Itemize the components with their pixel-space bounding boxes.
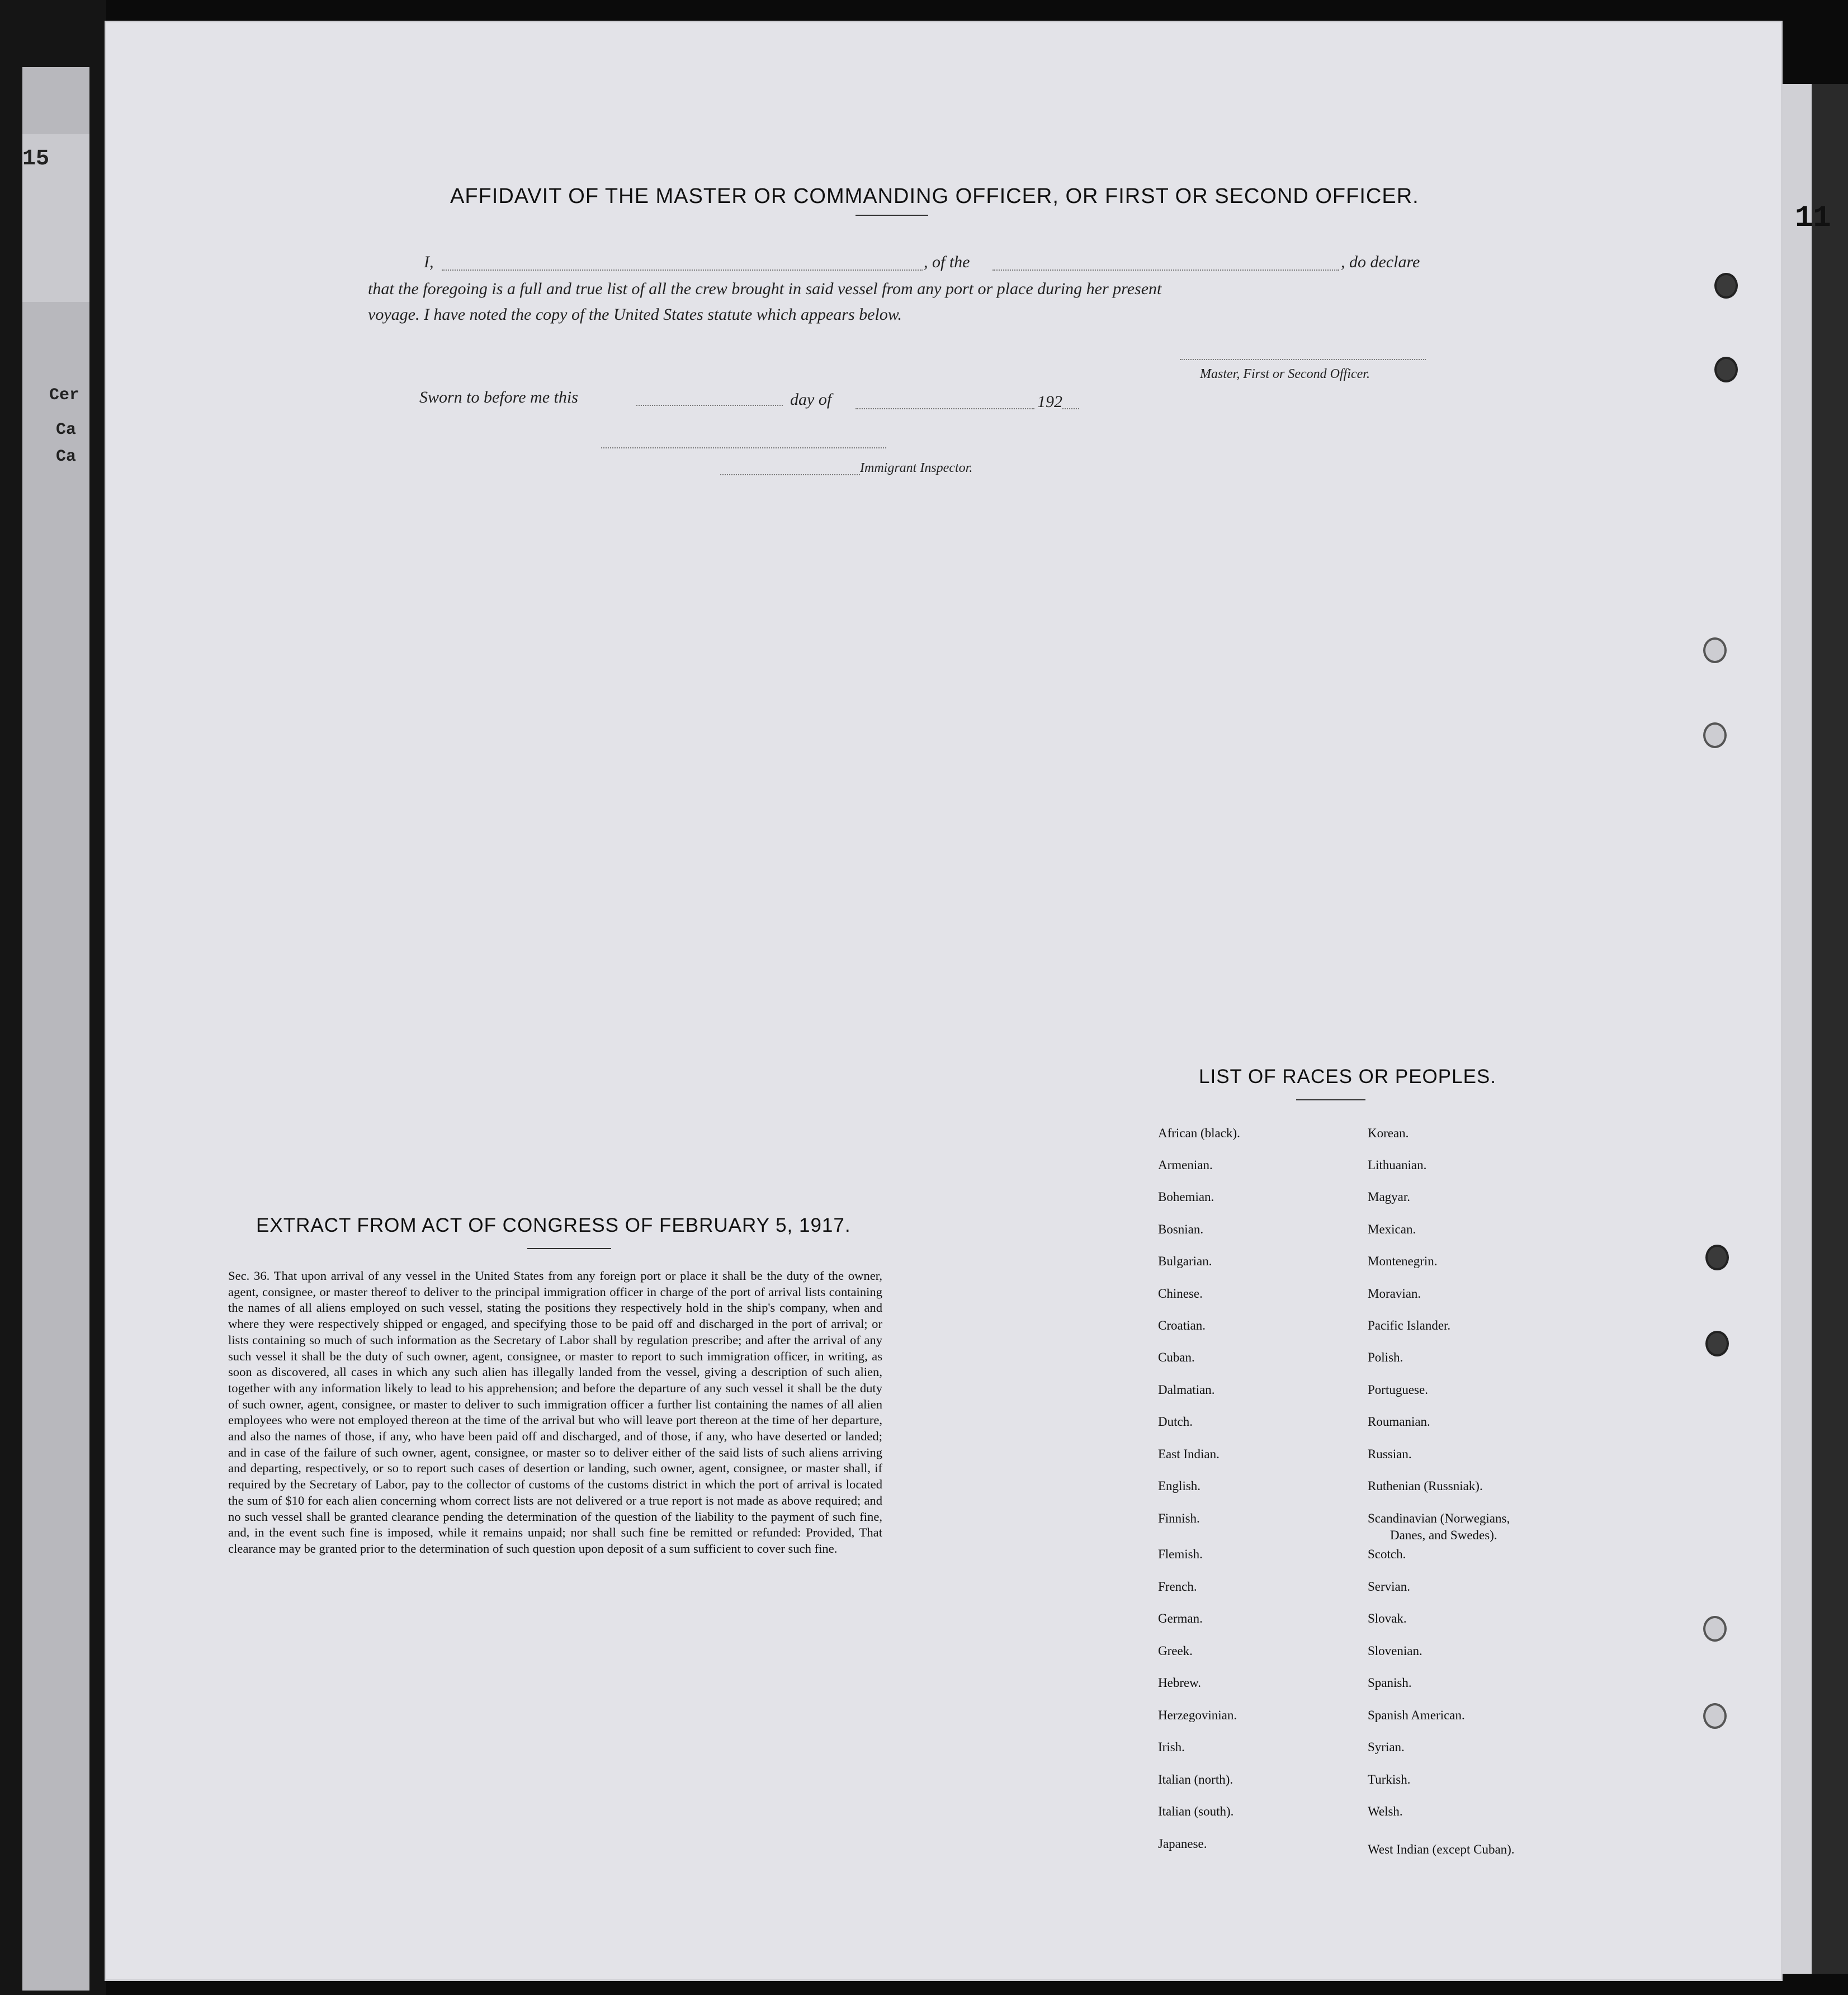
- sworn-month-blank[interactable]: [856, 408, 1034, 409]
- race-item: Slovenian.: [1368, 1644, 1422, 1658]
- extract-body: Sec. 36. That upon arrival of any vessel in the United States from any foreign port or place it shall be the duty of the owner, agent, consignee, or master thereof to deliver to the principal immigration officer in charge of the port of arrival lists containing the names of all aliens employed on such vessel, stating the positions they respectively hold in the ship's company, when and where they were respectively shipped or engaged, and specifying those to be paid off and discharged in the port of arrival; or lists containing so much of such information as the Secretary of Labor shall by regulation prescribe; and after the arrival of any such vessel it shall be the duty of such owner, agent, consignee, or master to report to such immigration officer, in writing, as soon as discovered, all cases in which any such alien has illegally landed from the vessel, giving a description of such alien, together with any information likely to lead to his apprehension; and before the departure of any such vessel it shall be the duty of such owner, agent, consignee, or master to deliver to such immigration officer a further list containing the names of all alien employees who were not employed thereon at the time of the arrival but who will leave port thereon at the time of her departure, and also the names of those, if any, who have been paid off and discharged, and of those, if any, who have deserted or landed; and in case of the failure of such owner, agent, consignee, or master so to deliver either of the said lists of such aliens arriving and departing, respectively, or so to report such cases of desertion or landing, such owner, agent, consignee, or master shall, if required by the Secretary of Labor, pay to the collector of customs of the customs district in which the port of arrival is located the sum of $10 for each alien concerning whom correct lists are not delivered or a true report is not made as above required; and no such vessel shall be granted clearance pending the determination of the question of the liability to the payment of such fine, and, in the event such fine is imposed, while it remains unpaid; nor shall such fine be remitted or refunded: Provided, That clearance may be granted prior to the determination of such question upon deposit of a sum sufficient to cover such fine.: [228, 1269, 882, 1556]
- race-item: Flemish.: [1158, 1547, 1203, 1561]
- race-item: Spanish.: [1368, 1676, 1412, 1690]
- punch-hole: [1703, 1703, 1727, 1729]
- master-signature-blank[interactable]: [1180, 359, 1426, 360]
- extract-title: EXTRACT FROM ACT OF CONGRESS OF FEBRUARY 5, 1917.: [256, 1214, 851, 1236]
- race-item: German.: [1158, 1611, 1203, 1625]
- race-item: East Indian.: [1158, 1447, 1220, 1461]
- extract-title-underline: [527, 1248, 611, 1249]
- underlying-mark-right: 11: [1795, 201, 1831, 235]
- race-item: Spanish American.: [1368, 1708, 1465, 1722]
- underlying-mark: 15: [22, 146, 50, 172]
- race-item: Japanese.: [1158, 1837, 1207, 1851]
- races-title-underline: [1296, 1099, 1365, 1100]
- underlying-mark: Cer: [49, 386, 80, 405]
- race-item: Finnish.: [1158, 1511, 1200, 1525]
- race-item: Servian.: [1368, 1580, 1411, 1594]
- inspector-signature-blank[interactable]: [720, 474, 860, 475]
- race-item: Welsh.: [1368, 1804, 1403, 1818]
- race-item: Ruthenian (Russniak).: [1368, 1479, 1483, 1493]
- race-item: Korean.: [1368, 1126, 1409, 1140]
- race-item: Dutch.: [1158, 1415, 1193, 1429]
- race-item: Moravian.: [1368, 1287, 1421, 1301]
- race-item: Syrian.: [1368, 1740, 1405, 1754]
- race-item: African (black).: [1158, 1126, 1240, 1140]
- race-item: French.: [1158, 1580, 1197, 1594]
- race-item: Chinese.: [1158, 1287, 1203, 1301]
- race-item: Irish.: [1158, 1740, 1185, 1754]
- document-page: [106, 22, 1781, 1979]
- master-signature-label: Master, First or Second Officer.: [1200, 367, 1370, 381]
- underlying-sheet: [22, 67, 89, 1991]
- race-item: Russian.: [1368, 1447, 1412, 1461]
- race-item: Slovak.: [1368, 1611, 1407, 1625]
- race-item: Armenian.: [1158, 1158, 1213, 1172]
- race-item: Italian (north).: [1158, 1772, 1233, 1786]
- race-item: Scandinavian (Norwegians,: [1368, 1511, 1510, 1525]
- race-item: Dalmatian.: [1158, 1383, 1215, 1397]
- year-prefix: 192: [1037, 393, 1062, 411]
- inspector-signature-line[interactable]: [601, 447, 886, 448]
- race-item: Croatian.: [1158, 1318, 1206, 1332]
- inspector-label: Immigrant Inspector.: [860, 461, 973, 475]
- punch-hole: [1705, 1245, 1729, 1270]
- affidavit-line-2: that the foregoing is a full and true list of all the crew brought in said vessel from any port or place during her present: [368, 280, 1162, 298]
- underlying-mark: Ca: [56, 420, 77, 439]
- race-item: West Indian (except Cuban).: [1368, 1842, 1515, 1856]
- race-item: Bohemian.: [1158, 1190, 1214, 1204]
- race-item: Mexican.: [1368, 1222, 1416, 1236]
- race-item: English.: [1158, 1479, 1201, 1493]
- race-item: Turkish.: [1368, 1772, 1411, 1786]
- sworn-day-blank[interactable]: [636, 405, 783, 406]
- sworn-year-blank[interactable]: [1062, 408, 1079, 409]
- day-of-label: day of: [790, 390, 832, 409]
- race-item: Magyar.: [1368, 1190, 1411, 1204]
- race-item: Portuguese.: [1368, 1383, 1428, 1397]
- race-item: Bosnian.: [1158, 1222, 1204, 1236]
- punch-hole: [1714, 357, 1738, 382]
- punch-hole: [1703, 1616, 1727, 1642]
- affidavit-of-the: , of the: [924, 253, 970, 271]
- race-item: Polish.: [1368, 1350, 1403, 1364]
- sworn-label: Sworn to before me this: [419, 388, 578, 406]
- name-blank[interactable]: [442, 270, 923, 271]
- punch-hole: [1714, 273, 1738, 299]
- race-item: Bulgarian.: [1158, 1254, 1212, 1268]
- affidavit-i: I,: [424, 253, 434, 271]
- affidavit-title: AFFIDAVIT OF THE MASTER OR COMMANDING OFFICER, OR FIRST OR SECOND OFFICER.: [450, 185, 1419, 208]
- races-title: LIST OF RACES OR PEOPLES.: [1199, 1066, 1497, 1088]
- punch-hole: [1705, 1331, 1729, 1356]
- race-item: Pacific Islander.: [1368, 1318, 1451, 1332]
- race-item: Hebrew.: [1158, 1676, 1202, 1690]
- underlying-mark: Ca: [56, 447, 77, 466]
- scan-right-edge: [1812, 84, 1848, 1974]
- title-underline: [856, 215, 928, 216]
- race-item: Lithuanian.: [1368, 1158, 1427, 1172]
- race-item: Herzegovinian.: [1158, 1708, 1237, 1722]
- race-item: Montenegrin.: [1368, 1254, 1438, 1268]
- race-item: Roumanian.: [1368, 1415, 1430, 1429]
- vessel-blank[interactable]: [992, 270, 1339, 271]
- race-item: Danes, and Swedes).: [1390, 1528, 1497, 1542]
- race-item: Cuban.: [1158, 1350, 1195, 1364]
- affidavit-do-declare: , do declare: [1341, 253, 1420, 271]
- race-item: Greek.: [1158, 1644, 1193, 1658]
- race-item: Scotch.: [1368, 1547, 1406, 1561]
- race-item: Italian (south).: [1158, 1804, 1234, 1818]
- punch-hole: [1703, 722, 1727, 748]
- punch-hole: [1703, 637, 1727, 663]
- affidavit-line-3: voyage. I have noted the copy of the United States statute which appears below.: [368, 305, 902, 324]
